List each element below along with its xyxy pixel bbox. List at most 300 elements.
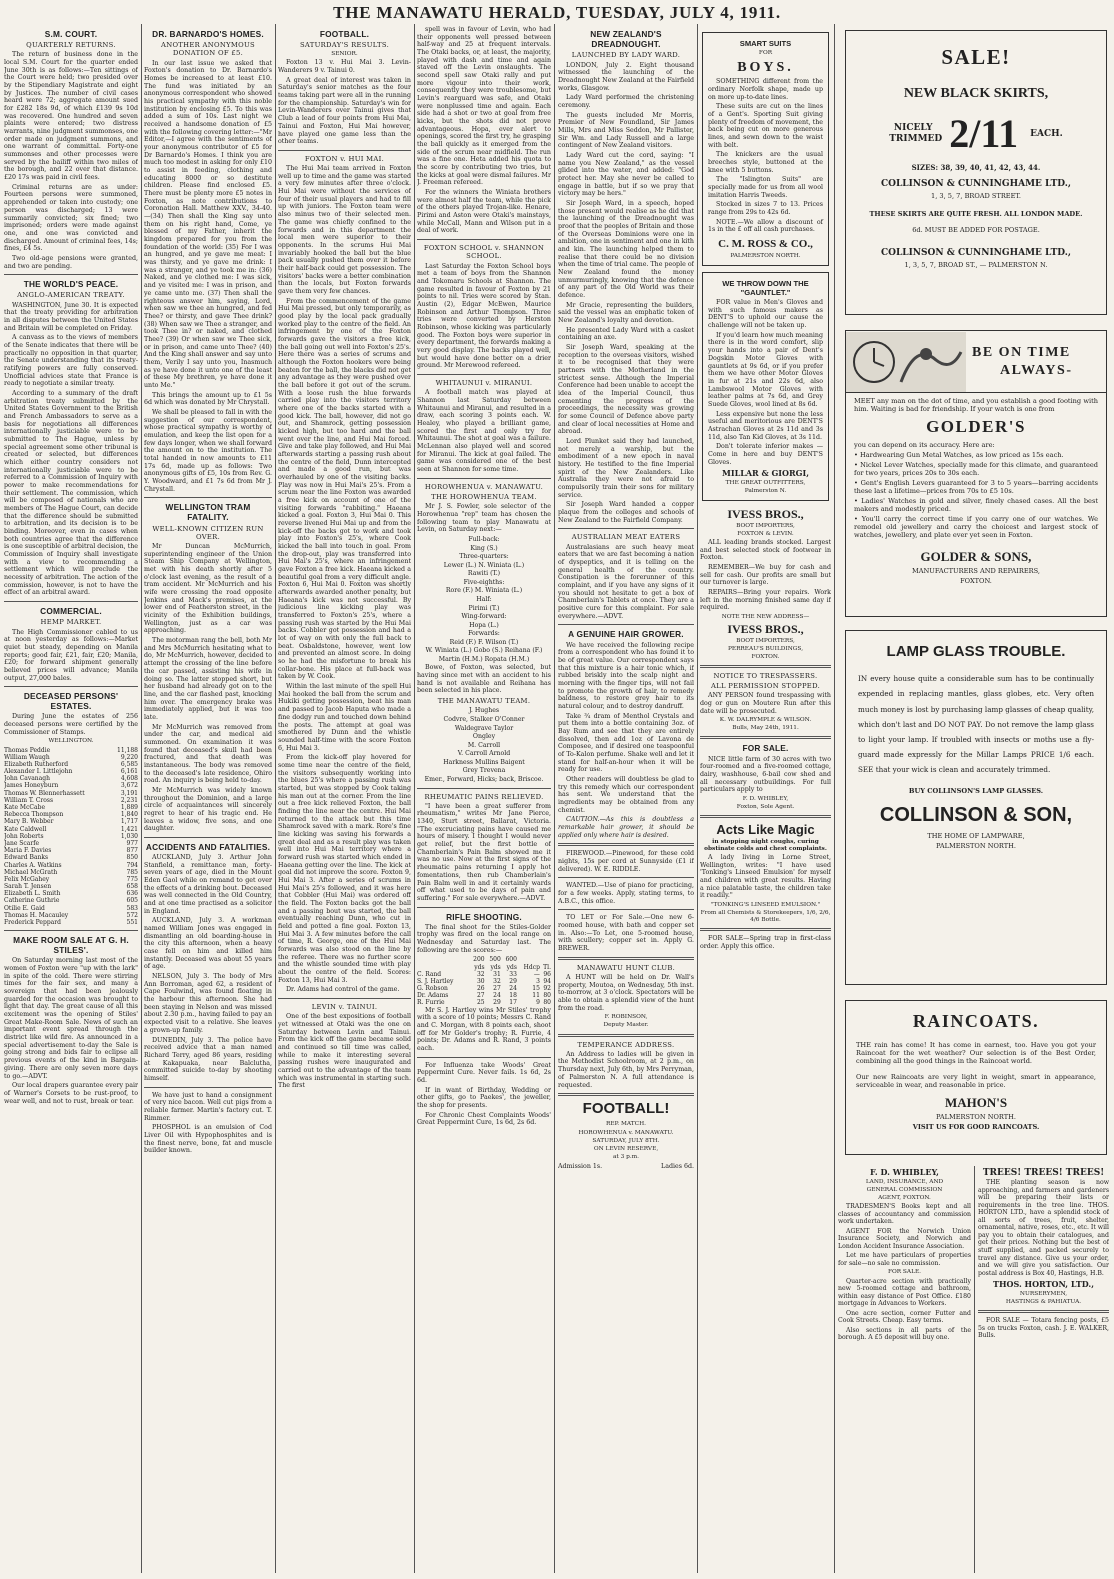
table-cell: G. Robson [417,985,448,993]
estate-name: Kate McCabe [4,804,45,812]
ad-heading: LAMP GLASS TROUBLE. [886,643,1066,660]
table-row [4,847,138,854]
divider [558,909,694,910]
ad-heading: NEW BLACK SKIRTS, [903,85,1049,101]
ad-text: THE HOME OF LAMPWARE, [927,831,1025,840]
article-paragraph: PHOSPHOL is an emulsion of Cod Liver Oil with Hypophosphites and is the finest nerve, bone, fat and muscle builder known. [144,1124,272,1155]
divider [417,478,551,479]
ad-text: TRADESMEN'S Books kept and all classes of accountancy and commission work undertaken. [838,1202,971,1226]
table-cell: 24 [493,992,501,1000]
column-rule [834,24,835,1573]
article-paragraph: Mr S. J. Hartley wins Mr Stiles' trophy with a score of 10 points; Messrs C. Rand and C. Morgan, with 8 points each, shoot off for Mr Golder's trophy; R. Furrie, 4 points; Dr. Adams and R. Rand, 3 points each. [417,1006,551,1052]
table-cell: 25 [476,999,485,1007]
estate-name: Elizabeth L. Smith [4,890,61,898]
estate-value: 1,421 [120,825,138,833]
article-paragraph: A great deal of interest was taken in Saturday's senior matches as the four teams taking part were all in the running for the championship. Saturday's win for Levin-Wanderers over Tainui gives that Club a lead of four points from Hui Mai, Tainui and Foxton, Hui Mai however, have played one game less than the other teams. [278,76,411,146]
estate-name: Sarah T. Jensen [4,883,52,891]
team-line: Pirimi (T.) [468,604,500,612]
clock-illustration-icon [846,332,966,392]
table-row [4,833,138,840]
table-row [4,912,138,919]
article-subheading: SATURDAY'S RESULTS. [299,41,390,50]
table-row [4,840,138,847]
ad-text: PERREAU'S BUILDINGS, [727,645,804,652]
estate-value: 2,231 [120,796,138,804]
estate-name: John Roberts [4,832,44,840]
divider [417,907,551,908]
ad-firm: GOLDER'S [926,417,1026,437]
estate-value: 775 [126,875,138,883]
ad-text: SOMETHING different from the ordinary Norfolk shape, made up on more up-to-date lines. [708,78,823,101]
column-4 [417,26,551,1573]
ad-text: at 3 p.m. [612,1153,640,1160]
table-cell: R. Furrie [417,999,445,1007]
divider [978,1310,1109,1313]
table-cell: 30 [476,977,485,985]
ad-text: Our new Raincoats are very light in weight, smart in appearance, serviceable in wear, and reasonable in price. [856,1073,1096,1090]
article-paragraph: Last Saturday the Foxton School boys met a team of boys from the Shannon and Tokomaru Schools at Shannon. The game resulted in favour of Foxton by 21 points to nil. Tries were scored by Stan. Austin (2), Edgar McEwen, Maurice Robinson and Arthur Thompson. Three tries were converted by Herston Robinson, whose kicking was particularly good. The Foxton boys were superior in every department, the forwards making a very good display. The backs played well, but would have done better on a drier ground. Mr Merewood refereed. [417,262,551,370]
estate-name: Kate Caldwell [4,825,47,833]
ad-text: THE GREAT OUTFITTERS, [725,479,806,486]
estate-name: Thomas Peddie [4,746,51,754]
ad-text: MEET any man on the dot of time, and you establish a good footing with him. Waiting is bad for friendship. If your watch is one from [854,397,1098,414]
article-paragraph: Lady Ward performed the christening ceremony. [558,94,694,109]
dateline: WELLINGTON. [48,738,94,745]
divider [417,788,551,789]
table-cell: 29 [493,999,501,1007]
whibley-ad [838,1168,971,1573]
article-paragraph: Sir Joseph Ward, speaking at the reception to the overseas visitors, wished it to be recognised that they were partners with the Motherland in the strictest sense. Although the Imperial Conference had been unable to accept the idea of the Imperial Council, thus cementing the progress of the proceedings, the necessity was growing for some Council of Defence above party and clear of local necessities at Home and abroad. [558,344,694,436]
article-heading: RIFLE SHOOTING. [446,911,522,922]
dateline: SENIOR. [331,51,358,58]
ad-signature: F. D. WHIBLEY, [742,795,789,802]
table-row [417,992,551,999]
article-paragraph: Within the last minute of the spell Hui Mai hooked the ball from the scrum and Hukiki getting possession, beat his man and passed to Jacob Haputa who made a fine dodgy run and touched down behind the posts. The attempt at goal was smothered by Dunn and the whistle sounded half-time with the score Foxton 6, Hui Mai 3. [278,683,411,752]
estate-name: William Waugh [4,753,50,761]
ad-text: VISIT US FOR GOOD RAINCOATS. [912,1123,1040,1131]
table-row [4,890,138,897]
price-label: 2/11 [949,110,1019,156]
table-row [4,905,138,912]
ad-firm: COLLINSON & CUNNINGHAME LTD., [880,248,1072,259]
column-rule [275,24,276,1573]
table-row [4,826,138,833]
admission-price: Admission 1s. [558,1162,603,1170]
article-subheading: ANOTHER ANONYMOUS DONATION OF £5. [160,41,255,58]
estate-value: 794 [126,861,138,869]
article-paragraph: NELSON, July 3. The body of Mrs Ann Borroman, aged 62, a resident of Cape Foulwind, was found floating in the harbour this afternoon. She had been staying in Nelson and was missed about 2.30 p.m., having failed to pay an expected visit to a relative. She leaves a grown-up family. [144,973,272,1034]
article-paragraph: A football match was played at Shannon last Saturday between Whitaunui and Miranui, and resulted in a draw, each scoring 3 points each. W. Healey, who played a brilliant game, scored the first and only try for Whitaunui. The shot at goal was a failure. McLennan also played well and scored for Miranui. The kick at goal failed. The game was considered one of the best seen at Shannon for some time. [417,389,551,474]
estate-name: Alexander I. Littlejohn [4,768,73,776]
estate-name: Otilie E. Gaid [4,904,45,912]
table-row [4,862,138,869]
article-paragraph: We shall be pleased to fall in with the suggestion of our correspondent, whose practical sympathy is worthy of emulation, and keep the list open for a few days longer, when we shall forward the amount on to the institution. The total handed in now amounts to £11 17s 6d, made up as follows: Two anonymous gifts of £5, 10s from Rev. G. Y. Woodward, and £1 7s 6d from Mr J. Chrystall. [144,408,272,493]
table-cell: 32 [476,970,485,978]
ad-text: THE planting season is now approaching, and farmers and gardeners will be preparing their lists or requirements in the tree line. THOS. HORTON LTD., have a splendid stock of all sorts of trees, fruit, shelter, ornamental, native, roses, etc., etc. It will pay you to obtain their catalogues, and get their prices. Nothing but the best of stuff supplied, and packed securely to travel any distance. Give us your order, and we will give you satisfaction. Our postal address is Box 40, Hastings, H.B. [978,1178,1109,1277]
ad-text: ALL leading brands stocked. Largest and best selected stock of footwear in Foxton. [700,538,831,562]
ad-heading: WE THROW DOWN THE "GAUNTLET." [722,278,809,297]
ad-heading: Acts Like Magic [716,822,815,838]
ad-text: A lady living in Lorne Street, Wellington, writes: "I have used 'Tonking's Linseed Emulsion' for myself and children with great results. Having a nice palatable taste, the children take it readily." [700,854,831,900]
column-1 [4,26,138,1573]
table-cell: 92 [543,985,551,993]
divider [4,686,138,687]
table-row [4,790,138,797]
ad-text: SIZES: 38, 39, 40, 41, 42, 43, 44. [911,163,1041,173]
team-line: Wing-forward: [461,613,507,621]
article-paragraph: We have received the following recipe from a correspondent who has found it to be of great value. Our correspondent says that this mixture is a hair tonic which, if rubbed briskly into the scalp night and morning with the finger tips, will not fail to promote the growth of hair, to remedy baldness, to restore grey hair to its natural colour, and to destroy dandruff. [558,641,694,710]
ad-text: HOROWHENUA v. MANAWATU. [578,1129,674,1136]
estate-value: 850 [126,854,138,862]
article-paragraph: Lord Plunket said they had launched, not merely a warship, but the embodiment of a new epoch in naval history. He testified to the fine Imperial spirit of the New Zealanders. Like Australia they were not afraid to compulsorily train their sons for military service. [558,438,694,499]
ad-text: PALMERSTON NORTH. [730,252,801,259]
article-paragraph: The Hui Mai team arrived in Foxton well up to time and the game was started a very few minutes after three o'clock. Hui Mai were without the services of four of their usual players and had to fill up with juniors. The Foxton team were also minus two of their selected men. The game was chiefly confined to the forwards and in this department the local men were superior to their opponents. In the scrums Hui Mai invariably hooked the ball but the blue pack usually pushed them over it before their half-back could get possession. The visitors' backs were a better combination than the locals, but Foxton forwards gave them very few chances. [278,165,411,295]
article-paragraph: Two old-age pensions were granted, and two are pending. [4,254,138,270]
divider [558,624,694,625]
estate-value: 1,030 [120,832,138,840]
article-subheading: HOROWHENUA v. MANAWATU. [424,482,544,491]
table-row [4,876,138,883]
article-paragraph: Foxton 13 v. Hui Mai 3. Levin-Wanderers 9 v. Tainui 0. [278,59,411,75]
article-paragraph: LONDON, July 2. Eight thousand witnessed the launching of the Dreadnought New Zealand at the Fairfield works, Glasgow. [558,61,694,92]
ad-text: FOR [758,50,773,57]
article-paragraph: Mr Duncan McMurrich, superintending engineer of the Union Steam Ship Company at Wellington, met with his death shortly after 5 o'clock last evening, as the result of a tram accident. Mr McMurrich and his wife were crossing the road opposite Jenkins and Mack's premises, at the lower end of Featherston street, in the vicinity of the Exhibition buildings, Wellington, just as a car was approaching. [144,543,272,635]
raincoats-ad [845,1000,1107,1155]
table-cell: 94 [543,977,551,985]
article-heading: DR. BARNARDO'S HOMES. [152,29,264,39]
ad-signature: K. W. DALRYMPLE & WILSON. [719,717,812,724]
team-line: Lewer (L.) N. Winiata (L.) [443,561,525,569]
ad-text: REP. MATCH. [605,1121,646,1128]
article-paragraph: Take ¾ dram of Menthol Crystals and put them into a bottle containing 3oz. of Bay Rum and see that they are entirely dissolved, then add 1oz of Lavona de Composee, and if desired one teaspoonful of To-Kalon perfume. Shake well and let it stand for half-an-hour when it will be ready for use. [558,712,694,774]
article-paragraph: Mr McMurrich was removed from under the car, and medical aid summoned. On examination it was found that deceased's skull had been fractured, and that death was instantaneous. The body was removed to the deceased's late residence, Ohiro road. An inquiry is being held to-day. [144,723,272,785]
table-cell: — [533,970,540,978]
golder-ad [845,330,1107,617]
ad-text: Stocked in sizes 7 to 13. Prices range from 29s to 42s 6d. [708,201,823,217]
table-row [4,754,138,761]
estate-value: 877 [126,847,138,855]
team-line: Half: [476,595,492,603]
article-paragraph: Our local drapers guarantee every pair of Warner's Corsets to be rust-proof, to wear well, and not to rust, break or tear. [4,1082,138,1105]
table-cell: 3 [536,977,540,985]
ad-text: PALMERSTON NORTH. [936,841,1016,850]
article-paragraph: Dr. Adams had control of the game. [286,986,400,994]
table-row [417,978,551,985]
divider [700,815,831,818]
list-item: • Ladies' Watches in gold and silver, finely chased cases. All the best makers and modestly priced. [854,496,1098,514]
ad-firm: COLLINSON & SON, [879,804,1073,827]
ad-text: NOTE.—We allow a discount of 1s in the £ off all cash purchases. [708,218,823,234]
article-paragraph: One of the best expositions of football yet witnessed at Otaki was the one on Saturday between Levin and Tainui. From the kick off the game became solid and continued so till time was called, while to make it interesting several passing rushes were inaugurated and carried out to the advantage of the team which was instrumental in starting such. The first [278,1013,411,1090]
ad-text: One acre section, corner Futter and Cook Streets. Cheap. Easy terms. [838,1309,971,1325]
table-cell: 96 [543,970,551,978]
table-header: yds [490,963,501,971]
table-cell: 17 [509,999,517,1007]
divider [558,1034,694,1037]
team-line: V. Carroll Arnold [457,750,511,758]
ad-text: ANY PERSON found trespassing with dog or gun on Moutere Run after this date will be prosecuted. [700,692,831,715]
estate-name: James Honeyburn [4,782,59,790]
ad-heading: TREES! TREES! TREES! [982,1168,1105,1178]
ad-firm: F. D. WHIBLEY, [870,1168,939,1177]
ad-text: The knickers are the usual breeches style, buttoned at the knee with 5 buttons. [708,151,823,174]
ad-firm: IVESS BROS., [727,507,804,522]
article-subheading: THE MANAWATU TEAM. [437,697,531,706]
table-row [417,999,551,1006]
estate-name: Charles A. Watkins [4,861,62,869]
divider [700,736,831,739]
ad-text: "TONKING'S LINSEED EMULSION." [710,902,821,909]
table-row [4,775,138,782]
masthead: THE MANAWATU HERALD, TUESDAY, JULY 4, 1911. [333,3,781,22]
article-paragraph: The return of business done in the local S.M. Court for the quarter ended June 30th is as follows:—Ten sittings of the Court were held; two presided over by the Stipendiary Magistrate and eight by Justices. The number of civil cases heard were 72; aggregate amount sued for £282 18s 9d, of which £139 9s 10d was recovered. One hundred and seven plaints were entered; two distress warrants, nine judgment summonses, one order made on judgment summons, and one warrant of committal. Forty-one summonses and other processes were served by the bailiff within two miles of the borough, and 22 over that distance. £20 17s was paid in civil fees. [4,51,138,182]
ad-text: REMEMBER—We buy for cash and sell for cash. Our profits are small but our turnover is large. [700,563,831,587]
table-header: 500 [489,956,501,964]
table-cell: 31 [493,970,501,978]
article-subheading: AUSTRALIAN MEAT EATERS [571,533,681,542]
table-cell: 32 [493,977,501,985]
list-item: • You'll carry the correct time if you carry one of our watches. We remodel old jewellery and carry the choicest and largest stock of watches, jewellery, and plate ever yet seen in Foxton. [854,515,1098,540]
ad-text: FOXTON. [751,653,780,660]
ad-text: Let me have particulars of properties for sale—no sale no commission. [838,1252,971,1267]
table-row [4,897,138,904]
article-subheading: WHITAUNUI v. MIRANUI. [435,379,533,388]
ad-heading: BOYS. [737,60,794,76]
divider [558,1093,694,1096]
article-paragraph: Lady Ward cut the cord, saying: "I name you New Zealand," as the vessel glided into the water, and added: "God protect her. May she never be called to engage in battle, but if so we pray that victory may be hers." [558,151,694,198]
article-paragraph: The guests included Mr Morris, Premier of New Foundland, Sir James Mills, Mrs and Miss Seddon, Mr Pallister, Sir Wm. and Lady Russell and a large contingent of New Zealand visitors. [558,111,694,150]
table-row [4,797,138,804]
ad-text: PALMERSTON NORTH. [936,1112,1016,1121]
team-line: Five-eighths: [463,578,505,586]
divider [417,374,551,375]
classified-ad: FOR SALE—Spring trap in first-class order. Apply this office. [700,935,831,950]
article-paragraph: He presented Lady Ward with a casket containing an axe. [558,326,694,342]
column-5 [558,26,694,1573]
table-header [517,956,540,963]
ad-text: Don't tolerate inferior makes —Come in here and buy DENT'S Gloves. [708,443,823,466]
horton-ad [978,1168,1109,1573]
ad-text: The "Islington Suits" are specially made for us from all wool imitation Harris Tweeds. [708,176,823,199]
ad-text: IN every house quite a considerable sum has to be continually expended in replacing mantles, glass globes, etc. Very often much money is lost by purchasing lamp glasses of cheap quality, which don't last and DO NOT PAY. Do not remove the lamp glass to light your lamp. If troubled with insects or moths use a fly-guard made expressly for the Millar Lamps PRICE 1/6 each. SEE that your wick is clean and accurately trimmed. [858,674,1094,775]
team-line: Martin (H.M.) Ropata (H.M.) [438,655,530,663]
article-paragraph: During June the estates of 256 deceased persons were certified by the Commissioner of Stamps. [4,713,138,736]
article-paragraph: For Chronic Chest Complaints Woods' Great Peppermint Cure, 1s 6d, 2s 6d. [417,1111,551,1127]
table-row [4,768,138,775]
ad-heading: BE ON TIME [972,345,1071,361]
team-line: Emer., Forward, Hicks; back, Briscoe. [424,775,544,783]
article-paragraph: For Influenza take Woods' Great Peppermint Cure. Never fails. 1s 6d, 2s 6d. [417,1061,551,1084]
article-heading: A GENUINE HAIR GROWER. [568,629,684,640]
estate-value: 6,161 [120,768,138,776]
table-cell: Dr. Adams [417,992,449,1000]
estate-value: 1,717 [120,818,138,826]
team-line: Harkness Mullins Baigent [443,758,525,766]
ad-firm: THOS. HORTON, LTD., [992,1279,1095,1290]
table-header: yds [474,963,485,971]
team-line: Rawiti (T.) [467,570,501,578]
rifle-scores-table [417,956,551,1006]
article-paragraph: Bowe, of Foxton, was selected, but having since met with an accident to his hand is not available and Reihana has been selected in his place. [417,664,551,695]
ad-text: in stopping night coughs, curing obstinate colds and chest complaints. [704,838,827,852]
estate-name: Jane Scarfe [4,839,39,847]
ad-signature: F. ROBINSON, [604,1014,648,1021]
estate-value: 3,191 [120,789,138,797]
ad-text: HASTINGS & PAHIATUA. [1005,1299,1082,1306]
ad-text: AGENT FOR the Norwich Union Insurance Society, and Norwich and London Accident Insurance Association. [838,1227,971,1250]
article-heading: DECEASED PERSONS' ESTATES. [23,691,119,712]
table-cell: 27 [476,992,485,1000]
estate-value: 583 [126,904,138,912]
ad-text: These suits are cut on the lines of a Gent's. Sporting Suit giving plenty of freedom of movement, the back being cut on more generous lines, and sewn down to the waist with belt. [708,103,823,149]
estate-value: 3,672 [120,782,138,790]
ad-text: ON LEVIN RESERVE, [593,1145,659,1152]
article-heading: S.M. COURT. [44,29,98,39]
article-paragraph: Mr Gracie, representing the builders, said the vessel was an emphatic token of New Zealand's loyalty and devotion. [558,301,694,324]
estate-name: Catherine Guthrie [4,897,60,905]
article-subheading: THE HOROWHENUA TEAM. [431,493,537,502]
ad-text: MANUFACTURERS AND REPAIRERS, [912,567,1040,575]
ad-heading: FOR SALE. [742,743,789,754]
table-header: Hdcp [523,963,540,971]
estate-name: Thomas W. Blennerhassett [4,789,85,797]
article-paragraph: WASHINGTON, June 30. It is expected that the treaty providing for arbitration in all disputes between the United States and Britain will be completed on Friday. [4,301,138,332]
article-heading: THE WORLD'S PEACE. [23,279,119,290]
table-row [4,854,138,861]
column-rule [697,24,698,1573]
table-cell: 18 [509,992,517,1000]
team-line: M. Carroll [467,741,501,749]
article-paragraph: In our last issue we asked that Foxton's donation to Dr. Barnardo's Homes be increased to at least £10. The fund was initiated by an anonymous correspondent who showed his practical sympathy with this noble institution by enclosing £5. To this was added a sum of 10s. Last night we received a handsome donation of £5 with the following covering letter:—"Mr Editor,—I agree with the sentiments of your anonymous contributor of £5 for Dr Barnardo's Homes. I think you are much too modest in asking for only £10 to assist in feeding, clothing and educating 8000 or so destitute children. Please find enclosed £5. There must be plenty more £5 notes in Foxton, as note contributions to Coronation Hall. Matthew XXV., 34-40.—(34) Then shall the King say unto them on his right hand, Come, ye blessed of my Father, inherit the kingdom prepared for you from the foundation of the world: (35) For I was an hungred, and ye gave me meat: I was thirsty, and ye gave me drink: I was a stranger, and ye took me in: (36) Naked, and ye clothed me: I was sick, and ye visited me: I was in prison, and ye came unto me. (37) Then shall the righteous answer him, saying, Lord, when saw we thee an hungred, and fed Thee? or thirsty, and gave Thee drink? (38) When saw we Thee a stranger, and took Thee in? or naked, and clothed Thee? (39) Or when saw we Thee sick, or in prison, and came unto Thee? (40) And the King shall answer and say unto them, Verily I say unto you, Inasmuch as ye have done it unto one of the least of these My brethren, ye have done it unto Me." [144,59,272,389]
classified-ad: TO LET or For Sale.—One new 6-roomed house, with bath and copper set in. Also:—To Let, one 5-roomed house, with scullery; copper set in. Apply G. BREWER. [558,914,694,953]
article-paragraph: Other readers will doubtless be glad to try this remedy which our correspondent has sent. We understand that the ingredients may be obtained from any chemist. [558,776,694,814]
table-header [417,964,468,971]
price-row [846,110,1106,159]
table-row [4,869,138,876]
list-item: • Nickel Lever Watches, specially made for this climate, and guaranteed for two years, prices 20s to 30s each. [854,460,1098,477]
divider [4,274,138,275]
ad-firm: IVESS BROS., [727,621,804,636]
ad-text: THESE SKIRTS ARE QUITE FRESH. ALL LONDON MADE. [869,210,1083,219]
divider [417,1057,551,1058]
article-paragraph: From the kick-off play hovered for some time near the centre of the field, the visitors subsequently working into the blues 25's where a passing rush was started, but was stopped by Cook taking his man out at the corner. From the line out a free kick relieved Foxton, the ball finding the line near the centre. Hui Mai returned to the attack but this time Shamrock saved with a mark. Rore's fine line kicking was saving his forwards a great deal and as a result play was taken well into Hui Mai territory where a forward rush was started which ended in Haeana getting over the line. The kick at goal did not improve the score. Foxton 9, Hui Mai 3. After a series of scrums in Hui Mai's 25's followed, and it was here that Cobbler (Hui Mai) was ordered off the field. The Foxton backs got the ball and a passing bout was started, the ball eventually reaching Dunn, who cut in field and potted a fine goal. Foxton 13, Hui Mai 3. A few minutes before the call of time, R. George, one of the Hui Mai forwards was also stood on the line by the referee. There was no further score and the whistle sounded time with play about the centre of the field. Scores: Foxton 13, Hui Mai 3. [278,754,411,984]
ad-text: EACH. [1030,128,1063,139]
estate-value: 977 [126,839,138,847]
article-heading: MAKE ROOM SALE AT G. H. STILES'. [13,935,129,956]
ladies-price: Ladies 6d. [661,1162,694,1170]
divider [278,998,411,999]
article-subheading: QUARTERLY RETURNS. [26,41,116,50]
ad-text: GENERAL COMMISSION [866,1186,943,1193]
divider [278,150,411,151]
ad-heading: TEMPERANCE ADDRESS. [577,1040,675,1049]
divider [700,665,831,668]
divider [144,837,272,838]
ad-text: SATURDAY, JULY 8TH. [592,1137,660,1144]
classified-ad: FOR SALE — Totara fencing posts, £5 5s on trucks Foxton, cash. J. E. WALKER, Bulls. [978,1317,1109,1340]
lamp-glass-ad [845,630,1107,985]
article-paragraph: According to a summary of the draft arbitration treaty submitted by the United States Government to the British and French Ambassadors to serve as a basis for negotiations all differences internationally justiciable were to be submitted to The Hague, unless by special agreement some other tribunal is created or selected, but differences which either country considers not internationally justiciable were to be referred to a Commission of Inquiry with power to make recommendations for their settlement. The commission, which will be composed of nationals who are members of The Hague Court, can decide that the difference should be submitted to arbitration, and its decision is to be binding. Moreover, even in cases when both countries agree that the difference is one susceptible of arbitral decision, the Commission of Inquiry shall investigate with a view to recommending a settlement which will preclude the necessity of arbitration. The action of the commission, however, is not to have the effect of an arbitral award. [4,389,138,597]
article-subheading: LAUNCHED BY LADY WARD. [571,51,681,60]
ad-firm: GOLDER & SONS, [920,549,1032,565]
article-heading: COMMERCIAL. [40,606,102,617]
estate-name: Elizabeth Rutherford [4,760,69,768]
estate-value: 1,840 [120,811,138,819]
ad-signature: Foxton, Sole Agent. [736,804,795,811]
article-subheading: FOXTON v. HUI MAI. [304,154,385,163]
divider [144,1087,272,1088]
article-paragraph: CAUTION.—As this is doubtless a remarkable hair grower, it should be applied only where hair is desired. [558,816,694,839]
ad-text: NICE little farm of 30 acres with two four-roomed and a five-roomed cottage, dairy, washhouse, 6-bail cow shed and all necessary outbuildings. For full particulars apply to [700,755,831,794]
article-subheading: RHEUMATIC PAINS RELIEVED. [424,792,544,801]
team-line: W. Winiata (L.) Gobo (S.) Reihana (F.) [425,647,543,655]
divider [558,957,694,960]
ad-text: REPAIRS—Bring your repairs. Work left in the morning finished same day if required. [700,588,831,612]
ad-text: NOTE THE NEW ADDRESS— [721,613,810,620]
article-paragraph: Mr J. S. Fowler, sole selector of the Horowhenua "rep" team has chosen the following team to play Manawatu at Levin, on Saturday next:— [417,503,551,534]
team-line: Codvre, Stalker O'Conner [443,716,525,723]
ad-text: Also sections in all parts of the borough. A £5 deposit will buy one. [838,1326,971,1342]
ad-heading: FOR SALE. [887,1269,922,1276]
ad-text: LAND, INSURANCE, AND [865,1178,944,1185]
estate-name: John Cavanagh [4,775,50,783]
table-row [4,811,138,818]
article-paragraph: Mr McMurrich was widely known throughout the Dominion, and a large circle of acquaintances will sincerely regret to hear of his tragic end. He leaves a widow, five sons, and one daughter. [144,786,272,833]
team-list [417,536,551,663]
article-heading: WELLINGTON TRAM FATALITY. [165,502,251,523]
article-subheading: ANGLO-AMERICAN TREATY. [17,291,125,300]
skirt-sale-ad [845,30,1107,315]
estate-name: Felix McGahey [4,875,50,883]
ad-heading: MANAWATU HUNT CLUB. [576,963,676,972]
ad-text: BUY COLLINSON'S LAMP GLASSES. [908,787,1044,796]
ad-text: 6d. MUST BE ADDED FOR POSTAGE. [912,226,1040,235]
article-paragraph: A canvass as to the views of members of the Senate indicates that there will be practically no opposition in that quarter, the Senate understanding that its treaty-ratifying powers are fully conserved. Unofficial advices state that France is ready to negotiate a similar treaty. [4,334,138,388]
estate-value: 572 [126,911,138,919]
article-paragraph: AUCKLAND, July 3. Arthur John Stanfield, a remittance man, forty-seven years of age, died in the Mount Eden Gaol while on remand to get over the effects of a drinking bout. Deceased was well connected in the Old Country, and at one time practised as a solicitor in England. [144,854,272,915]
estate-value: 9,220 [120,753,138,761]
article-paragraph: Australasians are such heavy meat eaters that we are fast becoming a nation of dyspeptics, and it is telling on the general health of the country. Constipation is the forerunner of this complaint, and if you have any signs of it you should not hesitate to get a box of Chamberlain's Tablets at once. They are a positive cure for this complaint. For sale everywhere.—ADVT. [558,543,694,620]
estate-name: Frederick Peppard [4,919,61,927]
table-header: Tl. [543,963,551,971]
classified-ad: An Address to ladies will be given in the Methodist Schoolroom, at 2 p.m., on Thursday next, July 6th, by Mrs Perryman, of Palmerston N. A full attendance is requested. [558,1050,694,1089]
team-line: Grey Trevena [462,767,506,775]
estate-value: 636 [126,890,138,898]
team-line: Forwards: [468,630,500,638]
table-row [4,747,138,754]
table-cell: 24 [509,985,517,993]
ad-firm: COLLINSON & CUNNINGHAME LTD., [880,179,1072,190]
golder-header [846,331,1106,393]
classified-ad: WANTED.—Use of piano for practicing, for a few weeks. Apply, stating terms, to A.B.C., this office. [558,882,694,905]
ad-signature: Deputy Master. [603,1022,649,1029]
team-line: J. Hughes [468,707,500,715]
column-rule [141,24,142,1573]
table-row [4,782,138,789]
table-row [4,919,138,926]
column-3 [278,26,411,1573]
estate-name: Michael McGrath [4,868,58,876]
team-line: Ongley [472,733,496,741]
divider [417,239,551,240]
ad-text: BOOT IMPORTERS, [736,522,795,529]
divider [558,843,694,846]
ad-text: FOXTON. [960,577,992,586]
ad-heading: ALL PERMISSION STOPPED. [710,682,821,691]
estate-value: 605 [126,897,138,905]
article-paragraph: For the winners the Winiata brothers were almost half the team, while the pick of the others played Trojan-like. Henare, Pirimi and Aston were Otaki's mainstays, while McCall, Mann and Wilson put in a deal of work. [417,189,551,235]
divider [4,601,138,602]
